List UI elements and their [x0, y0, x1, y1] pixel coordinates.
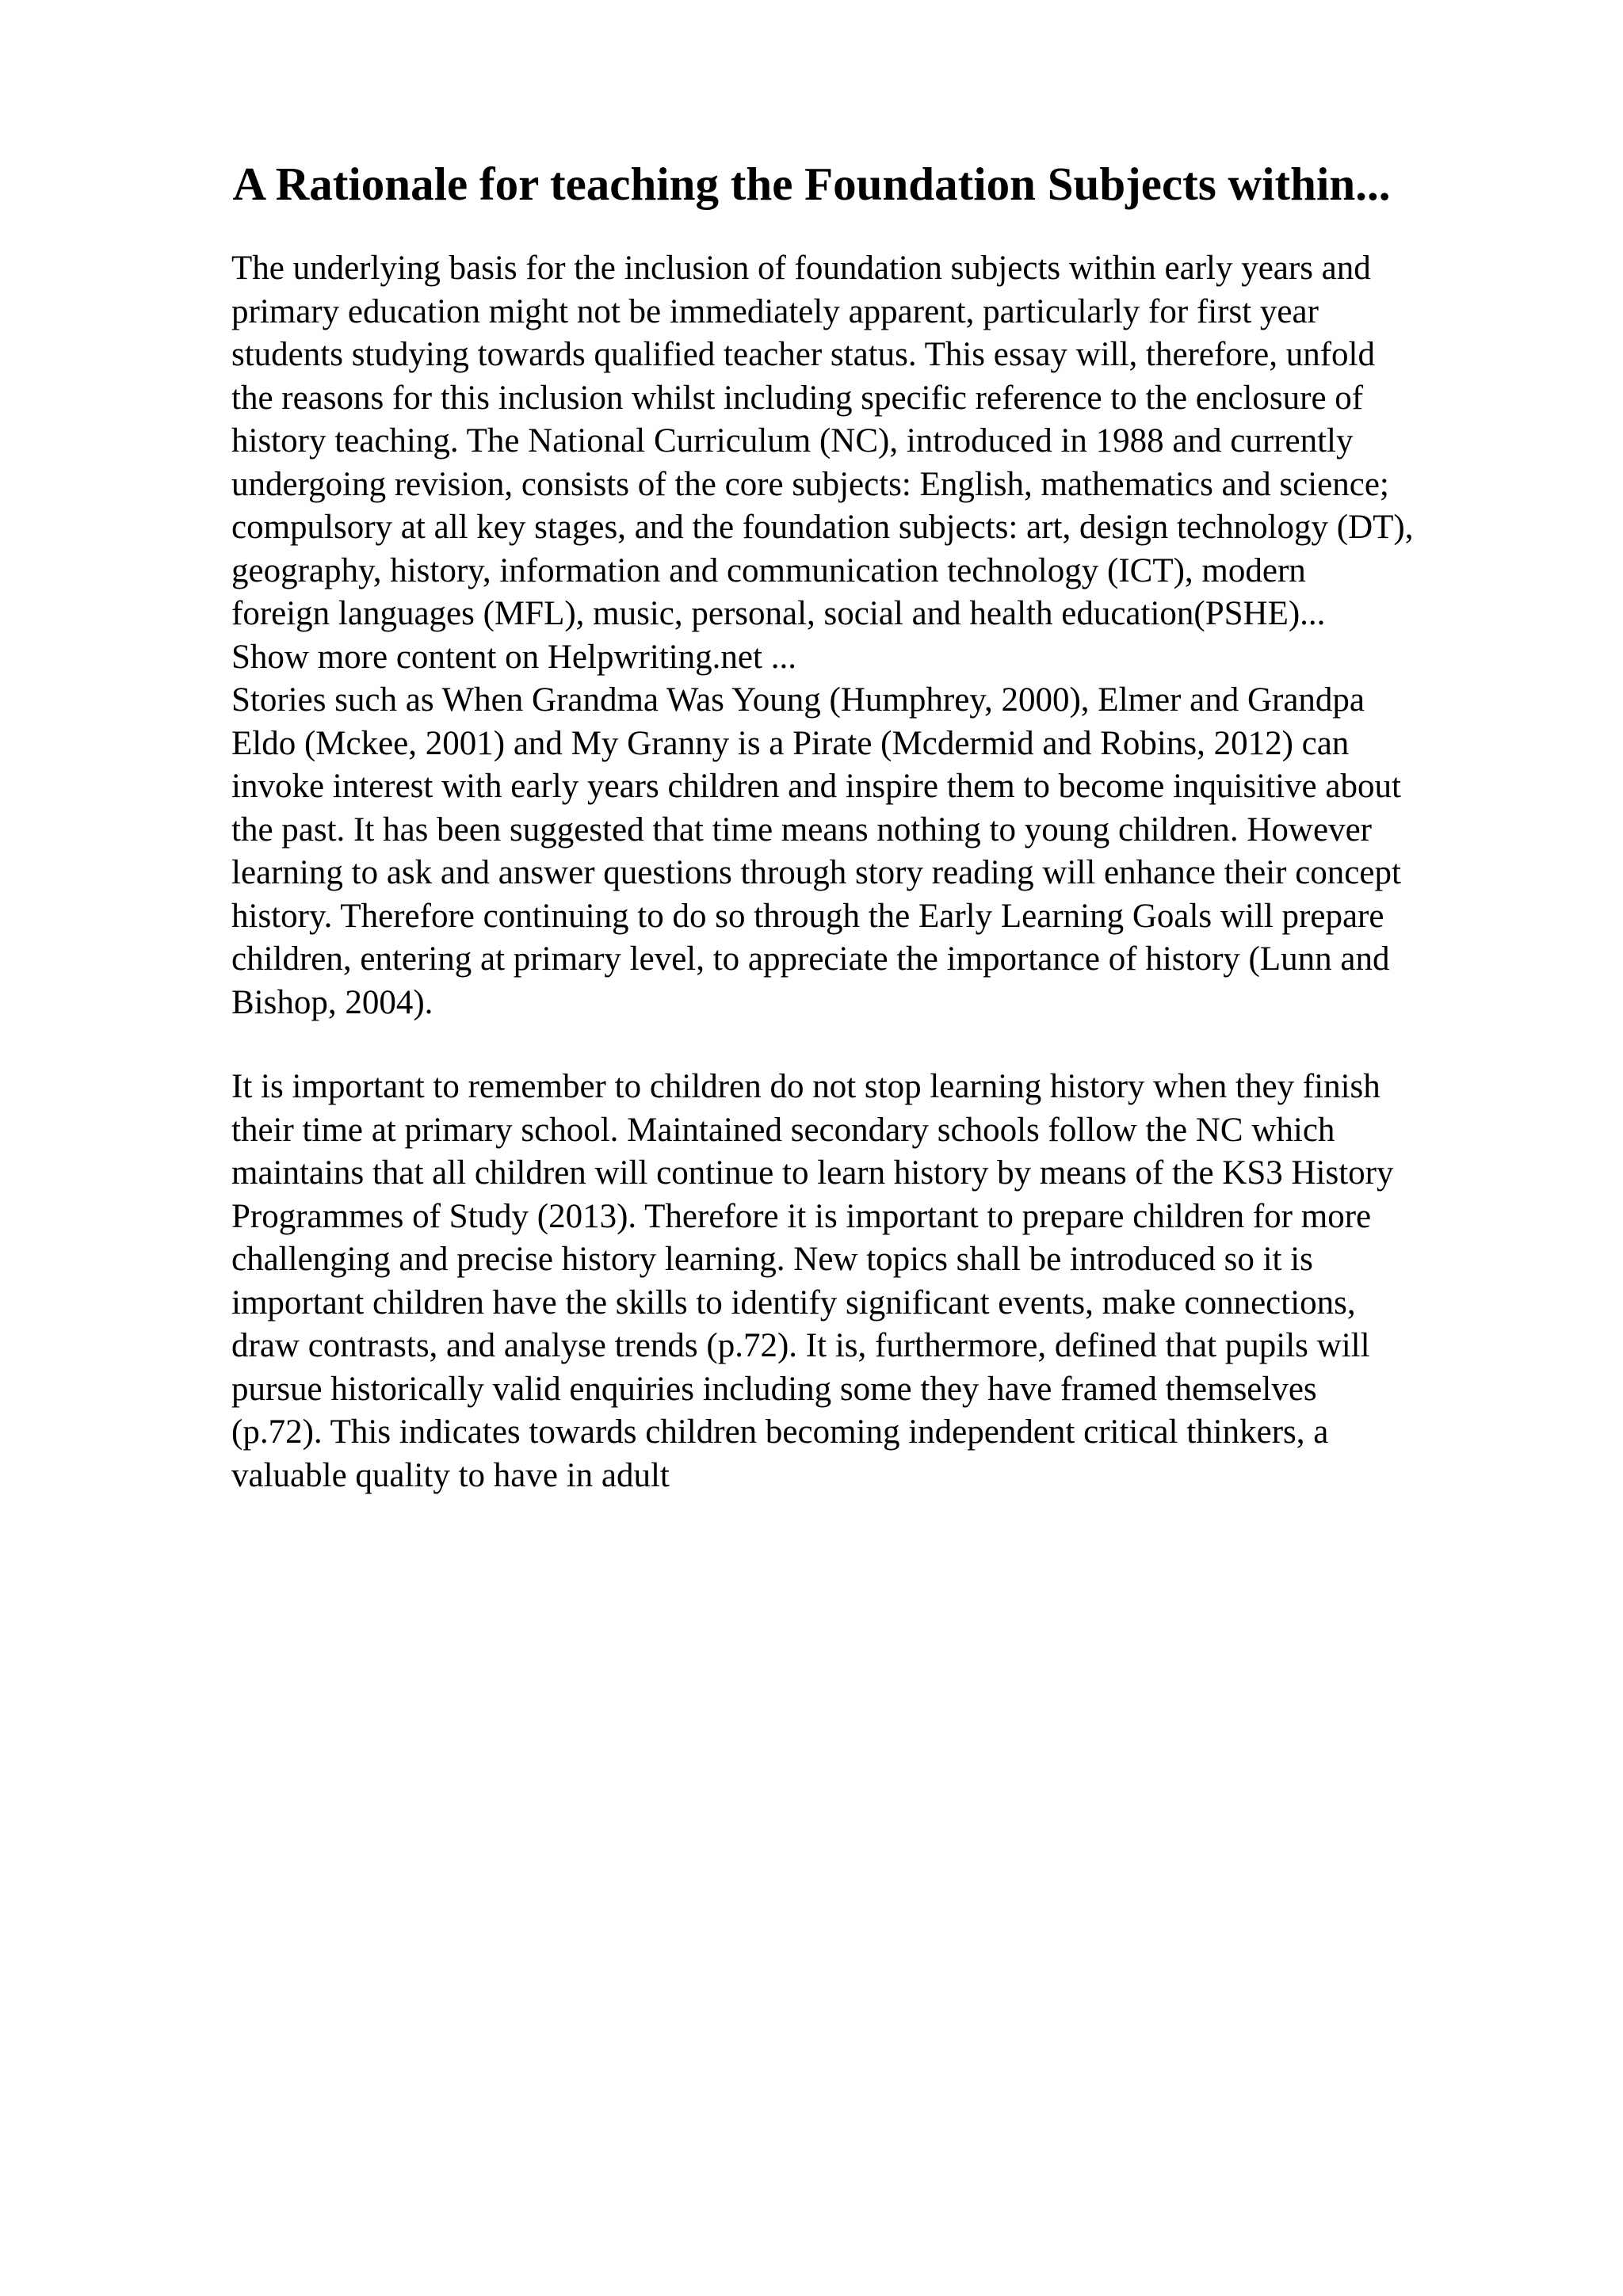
text-line: children, entering at primary level, to appreciate the importance of history (Lunn and	[231, 940, 1390, 978]
page-title: A Rationale for teaching the Foundation Subjects within...	[232, 158, 1391, 210]
text-line: (p.72). This indicates towards children becoming independent critical thinkers, a	[231, 1413, 1329, 1451]
text-line: Stories such as When Grandma Was Young (Humphrey, 2000), Elmer and Grandpa	[231, 681, 1365, 719]
text-line: draw contrasts, and analyse trends (p.72). It is, furthermore, defined that pupils will	[231, 1327, 1370, 1364]
text-line: learning to ask and answer questions through story reading will enhance their concept	[231, 854, 1401, 891]
text-line: history teaching. The National Curriculum (NC), introduced in 1988 and currently	[231, 422, 1354, 460]
text-line: valuable quality to have in adult	[231, 1456, 670, 1494]
text-line: history. Therefore continuing to do so through the Early Learning Goals will prepare	[231, 897, 1384, 935]
text-line: foreign languages (MFL), music, personal, social and health education(PSHE)...	[231, 595, 1326, 632]
text-line: pursue historically valid enquiries including some they have framed themselves	[231, 1370, 1317, 1408]
text-line: challenging and precise history learning. New topics shall be introduced so it is	[231, 1241, 1313, 1278]
text-line: It is important to remember to children do not stop learning history when they finish	[231, 1068, 1381, 1105]
essay-paragraph-2	[231, 1066, 1563, 1497]
text-line: invoke interest with early years children and inspire them to become inquisitive about	[231, 768, 1401, 805]
text-line: the reasons for this inclusion whilst including specific reference to the enclosure of	[231, 379, 1364, 417]
text-line: important children have the skills to identify significant events, make connections,	[231, 1283, 1356, 1322]
text-line: Eldo (Mckee, 2001) and My Granny is a Pirate (Mcdermid and Robins, 2012) can	[231, 724, 1350, 762]
text-line: maintains that all children will continue to learn history by means of the KS3 History	[231, 1154, 1394, 1192]
essay-paragraph-1	[231, 247, 1563, 1024]
show-more-link[interactable]: Show more content on Helpwriting.net ...	[231, 638, 796, 676]
text-line: Bishop, 2004).	[231, 983, 433, 1021]
text-line: compulsory at all key stages, and the foundation subjects: art, design technology (DT),	[231, 509, 1414, 546]
text-line: students studying towards qualified teacher status. This essay will, therefore, unfold	[231, 336, 1375, 373]
text-line: their time at primary school. Maintained secondary schools follow the NC which	[231, 1111, 1335, 1149]
text-line: the past. It has been suggested that time means nothing to young children. However	[231, 810, 1372, 849]
text-line: The underlying basis for the inclusion of foundation subjects within early years and	[231, 250, 1371, 287]
text-line: Programmes of Study (2013). Therefore it is important to prepare children for more	[231, 1197, 1372, 1235]
text-line: primary education might not be immediately apparent, particularly for first year	[231, 292, 1319, 330]
text-line: geography, history, information and communication technology (ICT), modern	[231, 551, 1306, 589]
text-line: undergoing revision, consists of the core subjects: English, mathematics and science;	[231, 465, 1389, 503]
